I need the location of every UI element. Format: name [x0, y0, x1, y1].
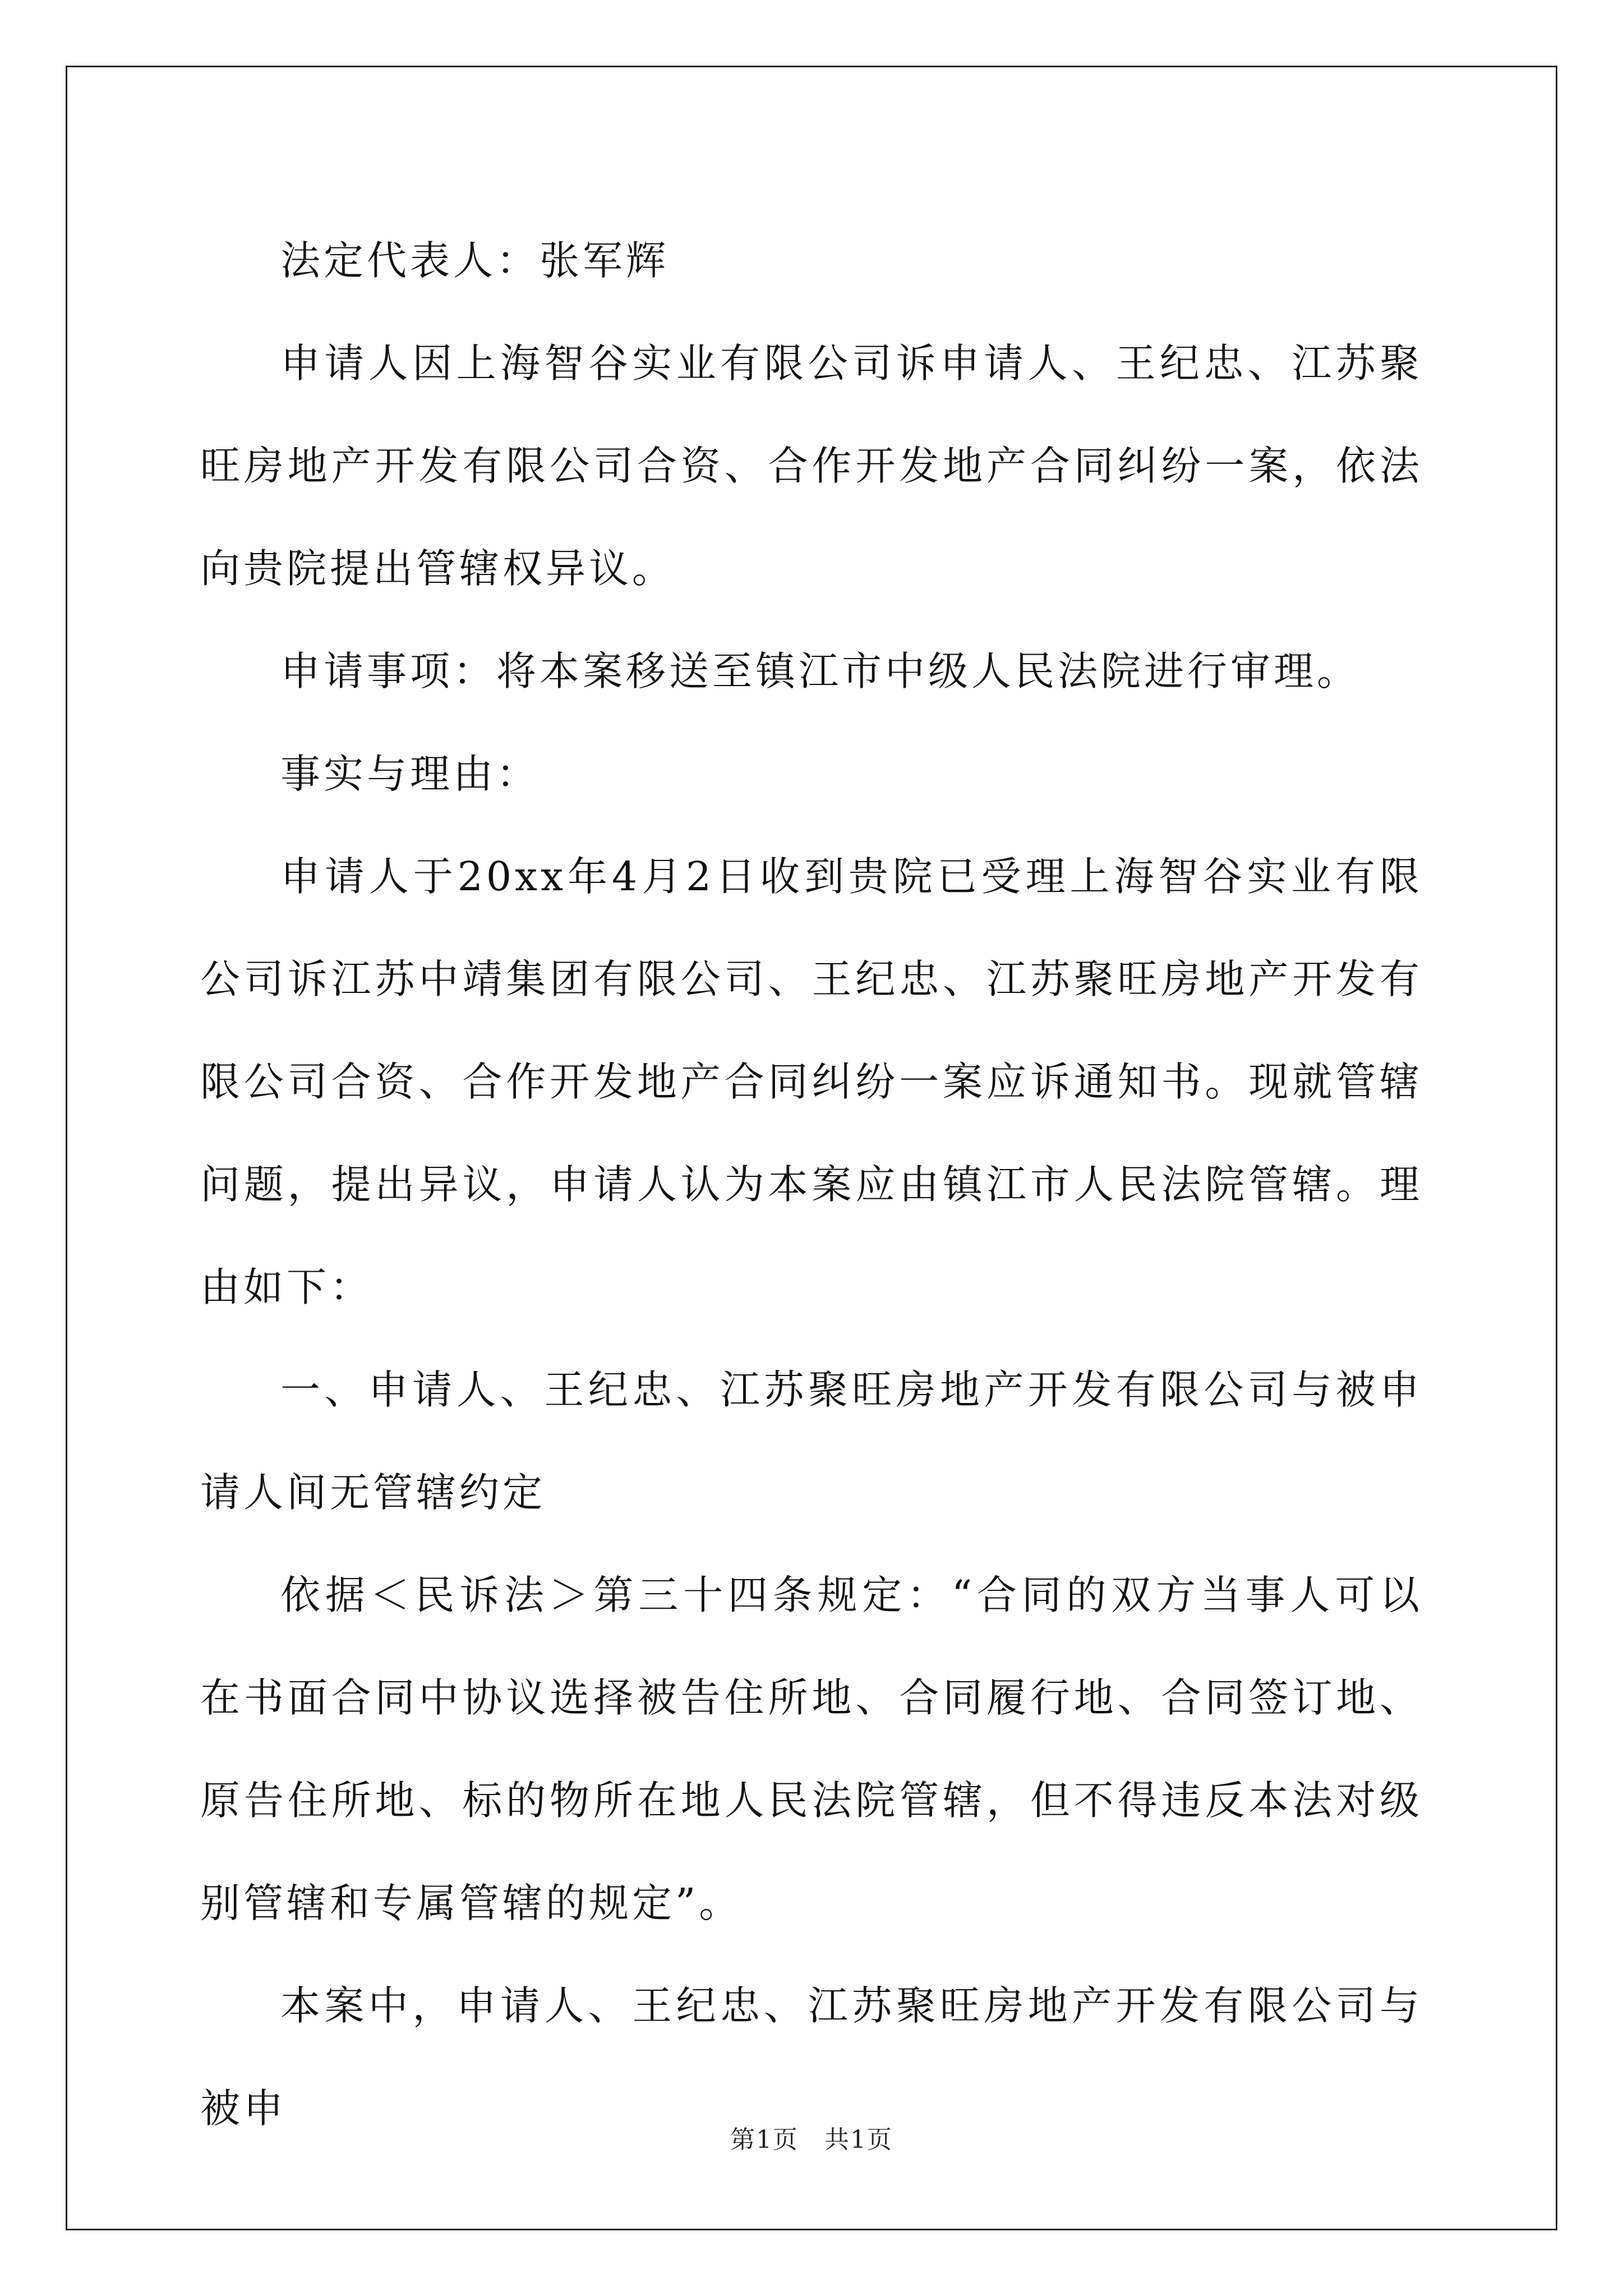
paragraph-application-intro: 申请人因上海智谷实业有限公司诉申请人、王纪忠、江苏聚旺房地产开发有限公司合资、合作开发地产合同纠纷一案，依法向贵院提出管辖权异议。 [200, 340, 1423, 592]
paragraph-legal-basis: 依据＜民诉法＞第三十四条规定：“合同的双方当事人可以在书面合同中协议选择被告住所地、合同履行地、合同签订地、原告住所地、标的物所在地人民法院管辖，但不得违反本法对级别管辖和专属管辖的规定”。 [200, 1572, 1423, 1926]
paragraph-point-one: 一、申请人、王纪忠、江苏聚旺房地产开发有限公司与被申请人间无管辖约定 [200, 1366, 1423, 1516]
page-footer [0, 2119, 1623, 2155]
paragraph-legal-representative: 法定代表人：张军辉 [280, 237, 670, 284]
document-body [200, 209, 1423, 2160]
paragraph-facts-body: 申请人于20xx年4月2日收到贵院已受理上海智谷实业有限公司诉江苏中靖集团有限公司、王纪忠、江苏聚旺房地产开发有限公司合资、合作开发地产合同纠纷一案应诉通知书。现就管辖问题，提出异议，申请人认为本案应由镇江市人民法院管辖。理由如下： [200, 853, 1423, 1310]
paragraph-case-detail: 本案中，申请人、王纪忠、江苏聚旺房地产开发有限公司与被申 [200, 1982, 1423, 2132]
paragraph-application-request: 申请事项：将本案移送至镇江市中级人民法院进行审理。 [280, 648, 1361, 694]
page-number-current: 第1页 [730, 2125, 799, 2154]
page-number-total: 共1页 [824, 2125, 893, 2154]
paragraph-facts-heading: 事实与理由： [280, 751, 540, 797]
